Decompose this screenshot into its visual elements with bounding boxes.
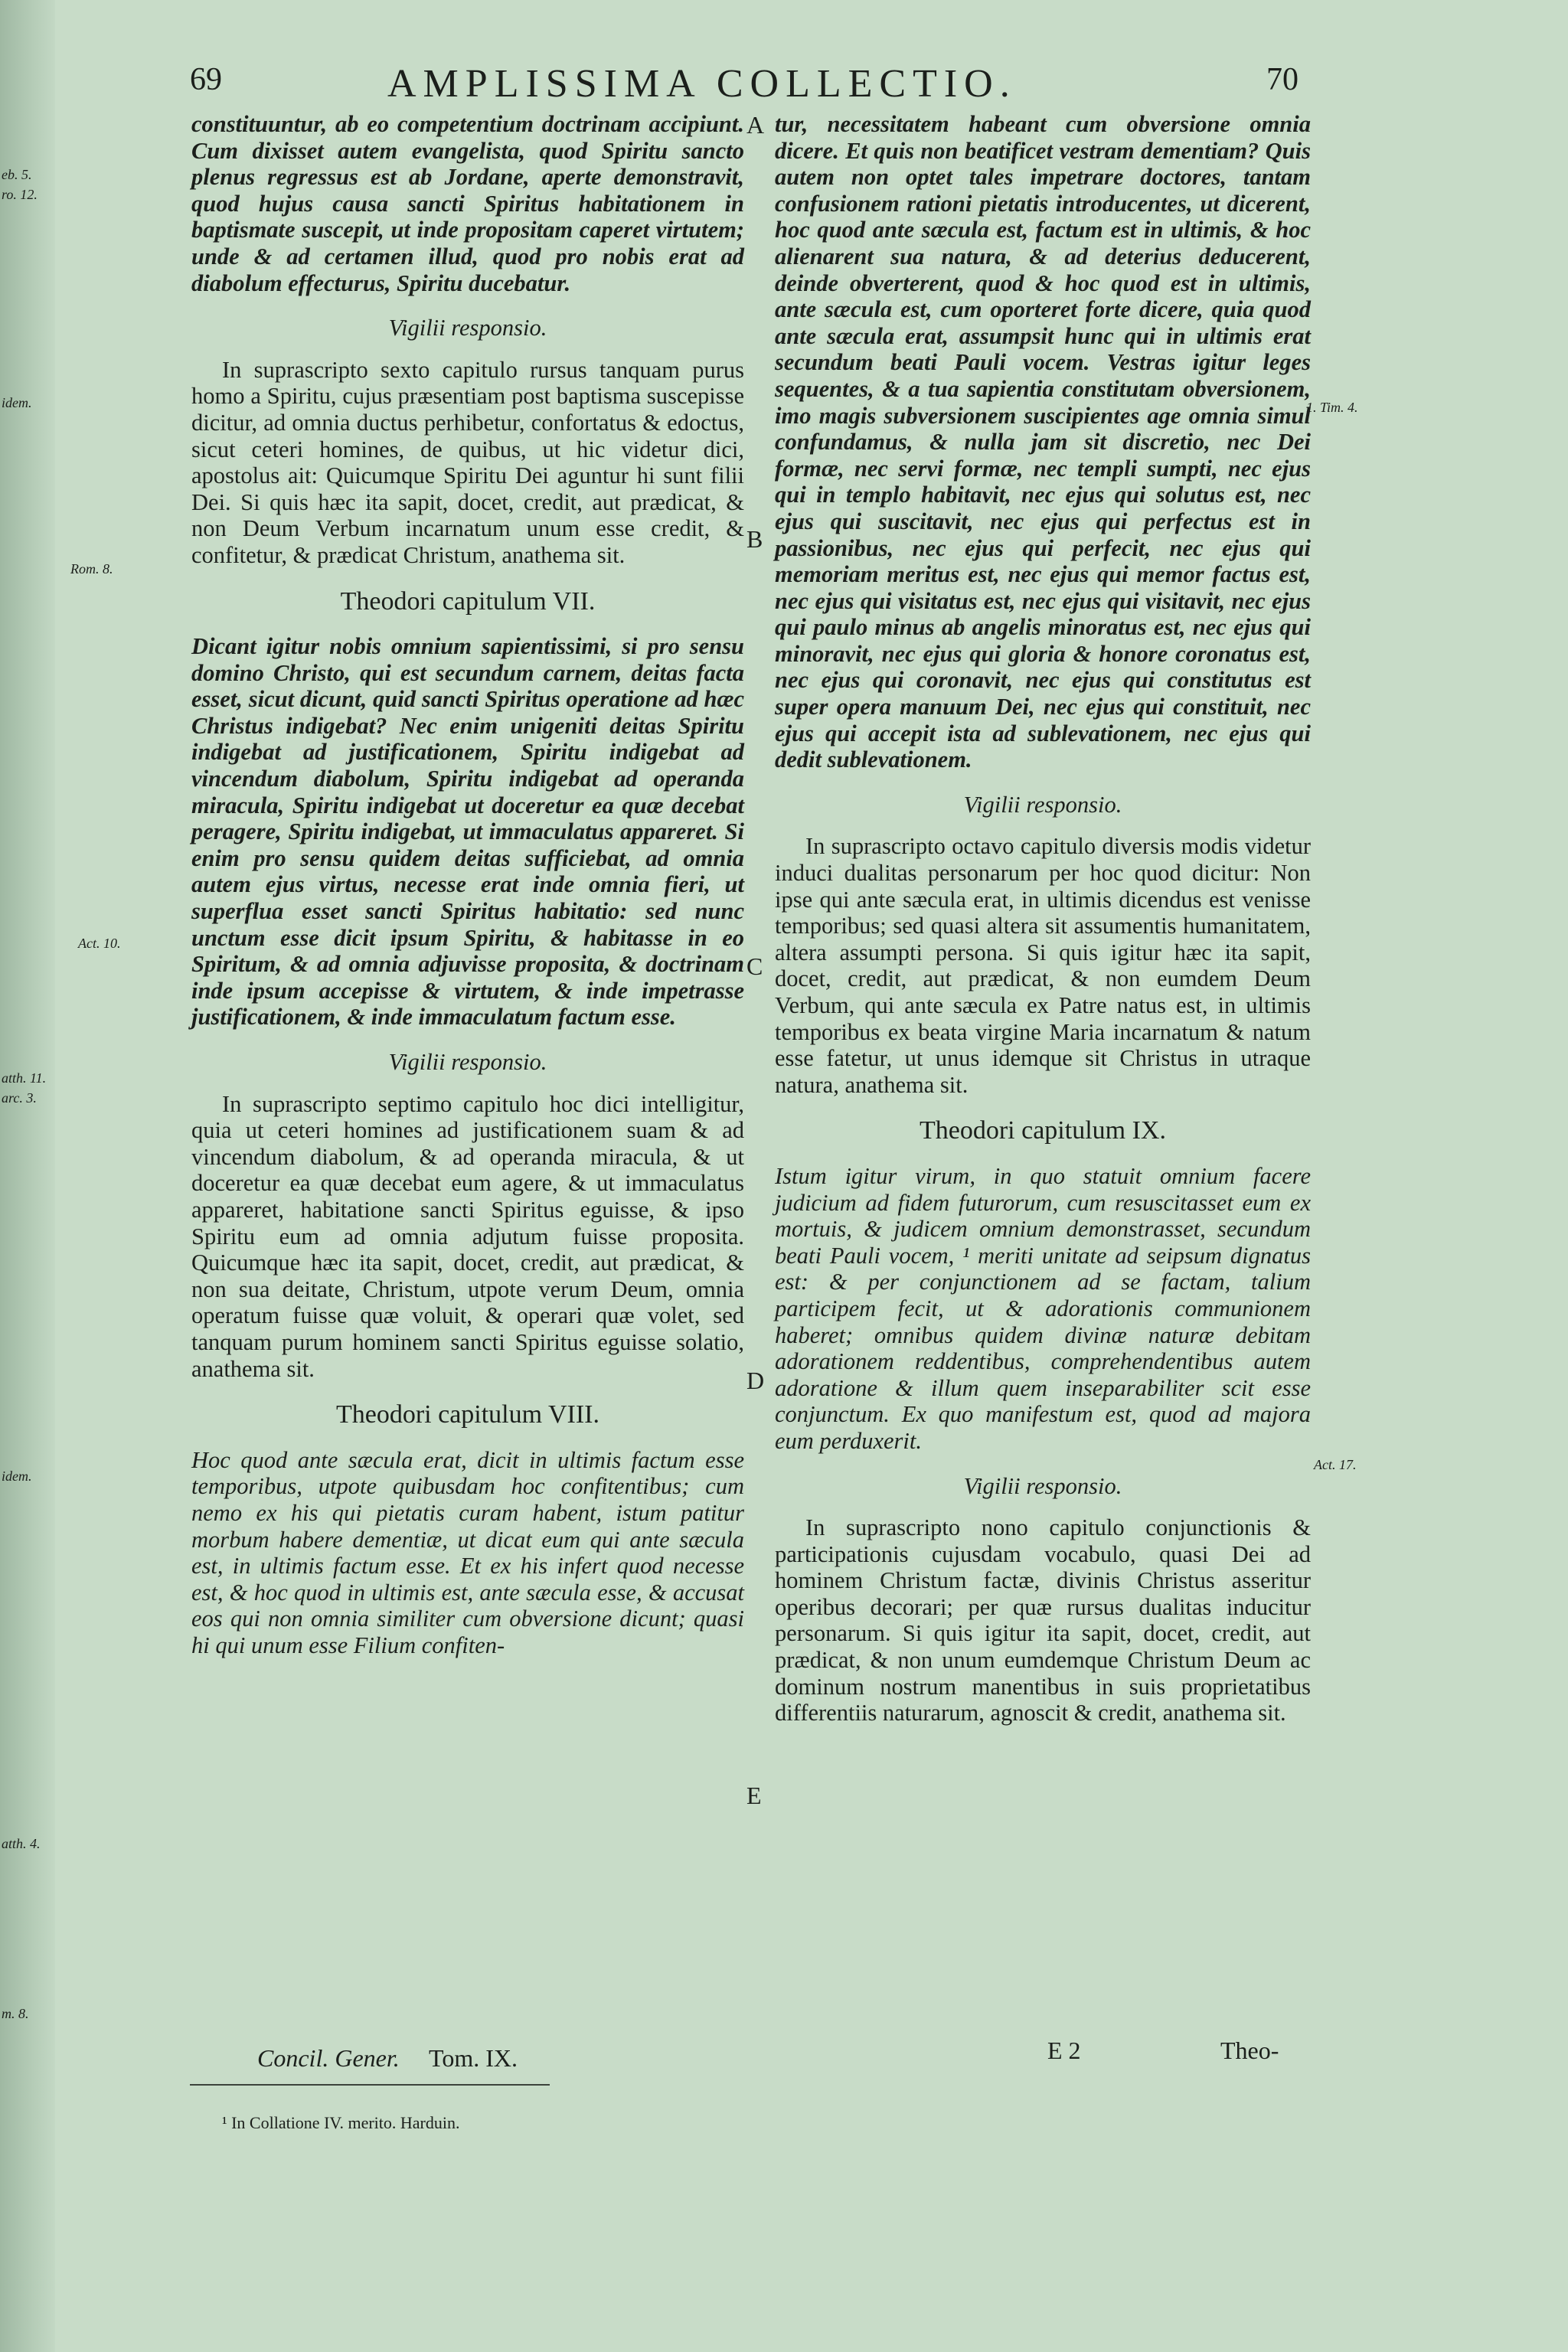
response-heading: Vigilii responsio. bbox=[388, 315, 547, 341]
section-letter-b: B bbox=[746, 525, 763, 553]
margin-note: arc. 3. bbox=[2, 1090, 37, 1106]
margin-note: idem. bbox=[2, 395, 32, 410]
sheet-signature: E 2 bbox=[1047, 2037, 1081, 2064]
response-text: In suprascripto sexto capitulo rursus tanquam purus homo a Spiritu, cujus præsentiam post baptisma suscepisse dicitur, ad omnia ductus perhibetur, confortatus & edoctus, sicut ceteri homines, de quibus, ut hic videtur dici, apostolus ait: Quicumque Spiritu Dei aguntur hi sunt filii Dei. Si quis hæc ita sapit, docet, credit, aut prædicat, & non Deum Verbum incarnatum unum esse credit, & confitetur, & prædicat Christum, anathema sit. bbox=[191, 356, 744, 568]
response-text: In suprascripto nono capitulo conjunctionis & participationis cujusdam vocabulo, quasi Dei ad hominem Christum factæ, divinis Christus asseritur operibus decorari; per quæ rursus dualitas inducitur personarum. Si quis igitur ita sapit, docet, credit, aut prædicat, & non unum eumdemque Christum Deum ac dominum nostrum manentibus in suis proprietatibus differentiis naturarum, agnoscit & credit, anathema sit. bbox=[775, 1514, 1311, 1726]
signature-line bbox=[0, 2037, 1568, 2082]
margin-note: ro. 12. bbox=[2, 187, 38, 202]
margin-note: idem. bbox=[2, 1468, 32, 1484]
right-column bbox=[775, 111, 1311, 1726]
page-number-left: 69 bbox=[190, 62, 222, 97]
section-letter-e: E bbox=[746, 1782, 762, 1809]
page-number-right: 70 bbox=[1266, 62, 1298, 97]
section-letter-c: C bbox=[746, 952, 763, 980]
margin-note: m. 8. bbox=[2, 2006, 29, 2021]
margin-note: Act. 10. bbox=[78, 936, 121, 951]
section-letter-a: A bbox=[746, 111, 765, 139]
response-text: In suprascripto octavo capitulo diversis modis videtur induci dualitas personarum per hoc quod dicitur: Non ipse qui ante sæcula erat, in ultimis dicendus est venisse temporibus; sed quasi altera sit assumentis humanitatem, altera assumpti persona. Si quis igitur hæc ita sapit, docet, credit, aut prædicat, & non eumdem Deum Verbum, qui ante sæcula ex Patre natus est, in ultimis temporibus ex beata virgine Maria incarnatum & natum esse fatetur, ut unus idemque sit Christus in utraque natura, anathema sit. bbox=[775, 833, 1311, 1098]
chapter-text: Hoc quod ante sæcula erat, dicit in ultimis factum esse temporibus, utpote quibusdam hoc confitentibus; cum nemo ex his qui pietatis curam habent, istum patitur morbum habere dementiæ, ut dicat eum qui ante sæcula est, in ultimis factum esse. Et ex his infert quod necesse est, & hoc quod in ultimis est, ante sæcula esse, & accusat eos qui non omnia similiter cum obversione dicunt; quasi hi qui unum esse Filium confiten- bbox=[191, 1446, 744, 1658]
response-heading: Vigilii responsio. bbox=[963, 1472, 1122, 1499]
binding-shadow bbox=[0, 0, 55, 2352]
chapter-heading: Theodori capitulum VII. bbox=[340, 586, 596, 616]
right-intro-text: tur, necessitatem habeant cum obversione omnia dicere. Et quis non beatificet vestram dementiam? Quis autem non optet tales impetrare doctores, tantam confusionem rationi pietatis introducentes, ut dicerent, hoc quod ante sæcula est, factum est in ultimis, & hoc alienarent sua natura, & ad deterius deducerent, deinde obverterent, quod & hoc quod est in ultimis, ante sæcula est, cum oporteret forte dicere, quia quod ante sæcula erat, assumpsit hunc qui in ultimis erat secundum beati Pauli vocem. Vestras igitur leges sequentes, & a tua sapientia constitutam obversionem, imo magis subversionem suscipientes age omnia simul confundamus, & nulla jam sit discretio, nec Dei formæ, nec servi formæ, nec templi sumpti, nec ejus qui in templo habitavit, nec ejus qui solutus est, nec ejus qui suscitavit, nec ejus qui perfectus est in passionibus, nec ejus qui perfecit, nec ejus qui memoriam meritus est, nec ejus qui memor factus est, nec ejus qui visitatus est, nec ejus qui visitavit, nec ejus qui paulo minus ab angelis minoratus est, nec ejus qui minoravit, nec ejus qui gloria & honore coronatus est, nec ejus qui coronavit, nec ejus qui constitutus est super opera manuum Dei, nec ejus qui constituit, nec ejus qui accepit ista ad sublevationem, nec ejus qui dedit sublevationem. bbox=[775, 111, 1311, 773]
tome-label: Tom. IX. bbox=[429, 2044, 518, 2072]
margin-note: Act. 17. bbox=[1314, 1457, 1357, 1472]
response-heading: Vigilii responsio. bbox=[388, 1049, 547, 1075]
running-header bbox=[0, 61, 1568, 107]
margin-note: atth. 4. bbox=[2, 1836, 41, 1851]
margin-note: 1. Tim. 4. bbox=[1306, 400, 1358, 415]
chapter-text: Dicant igitur nobis omnium sapientissimi, si pro sensu domino Christo, qui est secundum carnem, deitas facta esset, sicut dicunt, quid sancti Spiritus operatione ad hæc Christus indigebat? Nec enim unigeniti deitas Spiritu indigebat ad justificationem, Spiritu indigebat ad vincendum diabolum, Spiritu indigebat ad operanda miracula, Spiritu indigebat ut doceretur ea quæ decebat peragere, Spiritu indigebat, ut immaculatus appareret. Si enim pro sensu quidem deitas sufficiebat, ad omnia autem ejus virtus, necesse erat inde omnia fieri, ut superflua esset sancti Spiritus habitatio: sed nunc unctum esse dicit ipsum Spiritu, & habitasse in eo Spiritum, & ad omnia adjuvisse proposita, & doctrinam inde ipsum accepisse & virtutem, & inde impetrasse justificationem, & inde immaculatum factum esse. bbox=[191, 633, 744, 1031]
left-column bbox=[191, 111, 744, 1658]
footnote: ¹ In Collatione IV. merito. Harduin. bbox=[222, 2113, 460, 2132]
signature-mark: Concil. Gener. bbox=[257, 2044, 400, 2072]
chapter-text: Istum igitur virum, in quo statuit omnium facere judicium ad fidem futurorum, cum resuscitasset eum ex mortuis, & judicem omnium demonstrasset, secundum beati Pauli vocem, ¹ meriti unitate ad seipsum dignatus est: & per conjunctionem ad se factam, talium participem fecit, ut & adorationis communionem haberet; omnibus quidem divinæ naturæ debitam adorationem reddentibus, comprehendentibus autem adoratione & illum quem inseparabiliter scit esse conjunctum. Ex quo manifestum est, quod ad majora eum perduxerit. bbox=[775, 1162, 1311, 1454]
margin-note: atth. 11. bbox=[2, 1070, 47, 1086]
running-title: AMPLISSIMA COLLECTIO. bbox=[387, 62, 1017, 106]
response-text: In suprascripto septimo capitulo hoc dici intelligitur, quia ut ceteri homines ad justificationem suam & ad vincendum diabolum, & ad operanda miracula, & ut doceretur ea quæ decebat eum agere, & ut immaculatus appareret, habitatione sancti Spiritus eguisse, & ipso Spiritu eum ad omnia adjutum fuisse proposita. Quicumque hæc ita sapit, docet, credit, aut prædicat, & non sua deitate, Christum, utpote verum Deum, omnia operatum fuisse quæ voluit, & operari quæ volet, sed tanquam purum hominem sancti Spiritus eguisse solatio, anathema sit. bbox=[191, 1090, 744, 1382]
chapter-heading: Theodori capitulum VIII. bbox=[335, 1400, 599, 1429]
margin-note: Rom. 8. bbox=[70, 561, 113, 577]
catchword: Theo- bbox=[1220, 2037, 1279, 2064]
left-intro-text: constituuntur, ab eo competentium doctrinam accipiunt. Cum dixisset autem evangelista, quod Spiritu sancto plenus regressus est ab Jordane, aperte demonstravit, quod hujus causa sancti Spiritus habitationem in baptismate suscepit, ut inde propositam caperet virtutem; unde & ad certamen illud, quod pro nobis erat ad diabolum effecturus, Spiritu ducebatur. bbox=[191, 111, 744, 296]
margin-note: eb. 5. bbox=[2, 167, 32, 182]
response-heading: Vigilii responsio. bbox=[963, 791, 1122, 818]
chapter-heading: Theodori capitulum IX. bbox=[920, 1116, 1166, 1145]
footnote-rule bbox=[190, 2084, 550, 2086]
section-letter-d: D bbox=[746, 1367, 765, 1394]
